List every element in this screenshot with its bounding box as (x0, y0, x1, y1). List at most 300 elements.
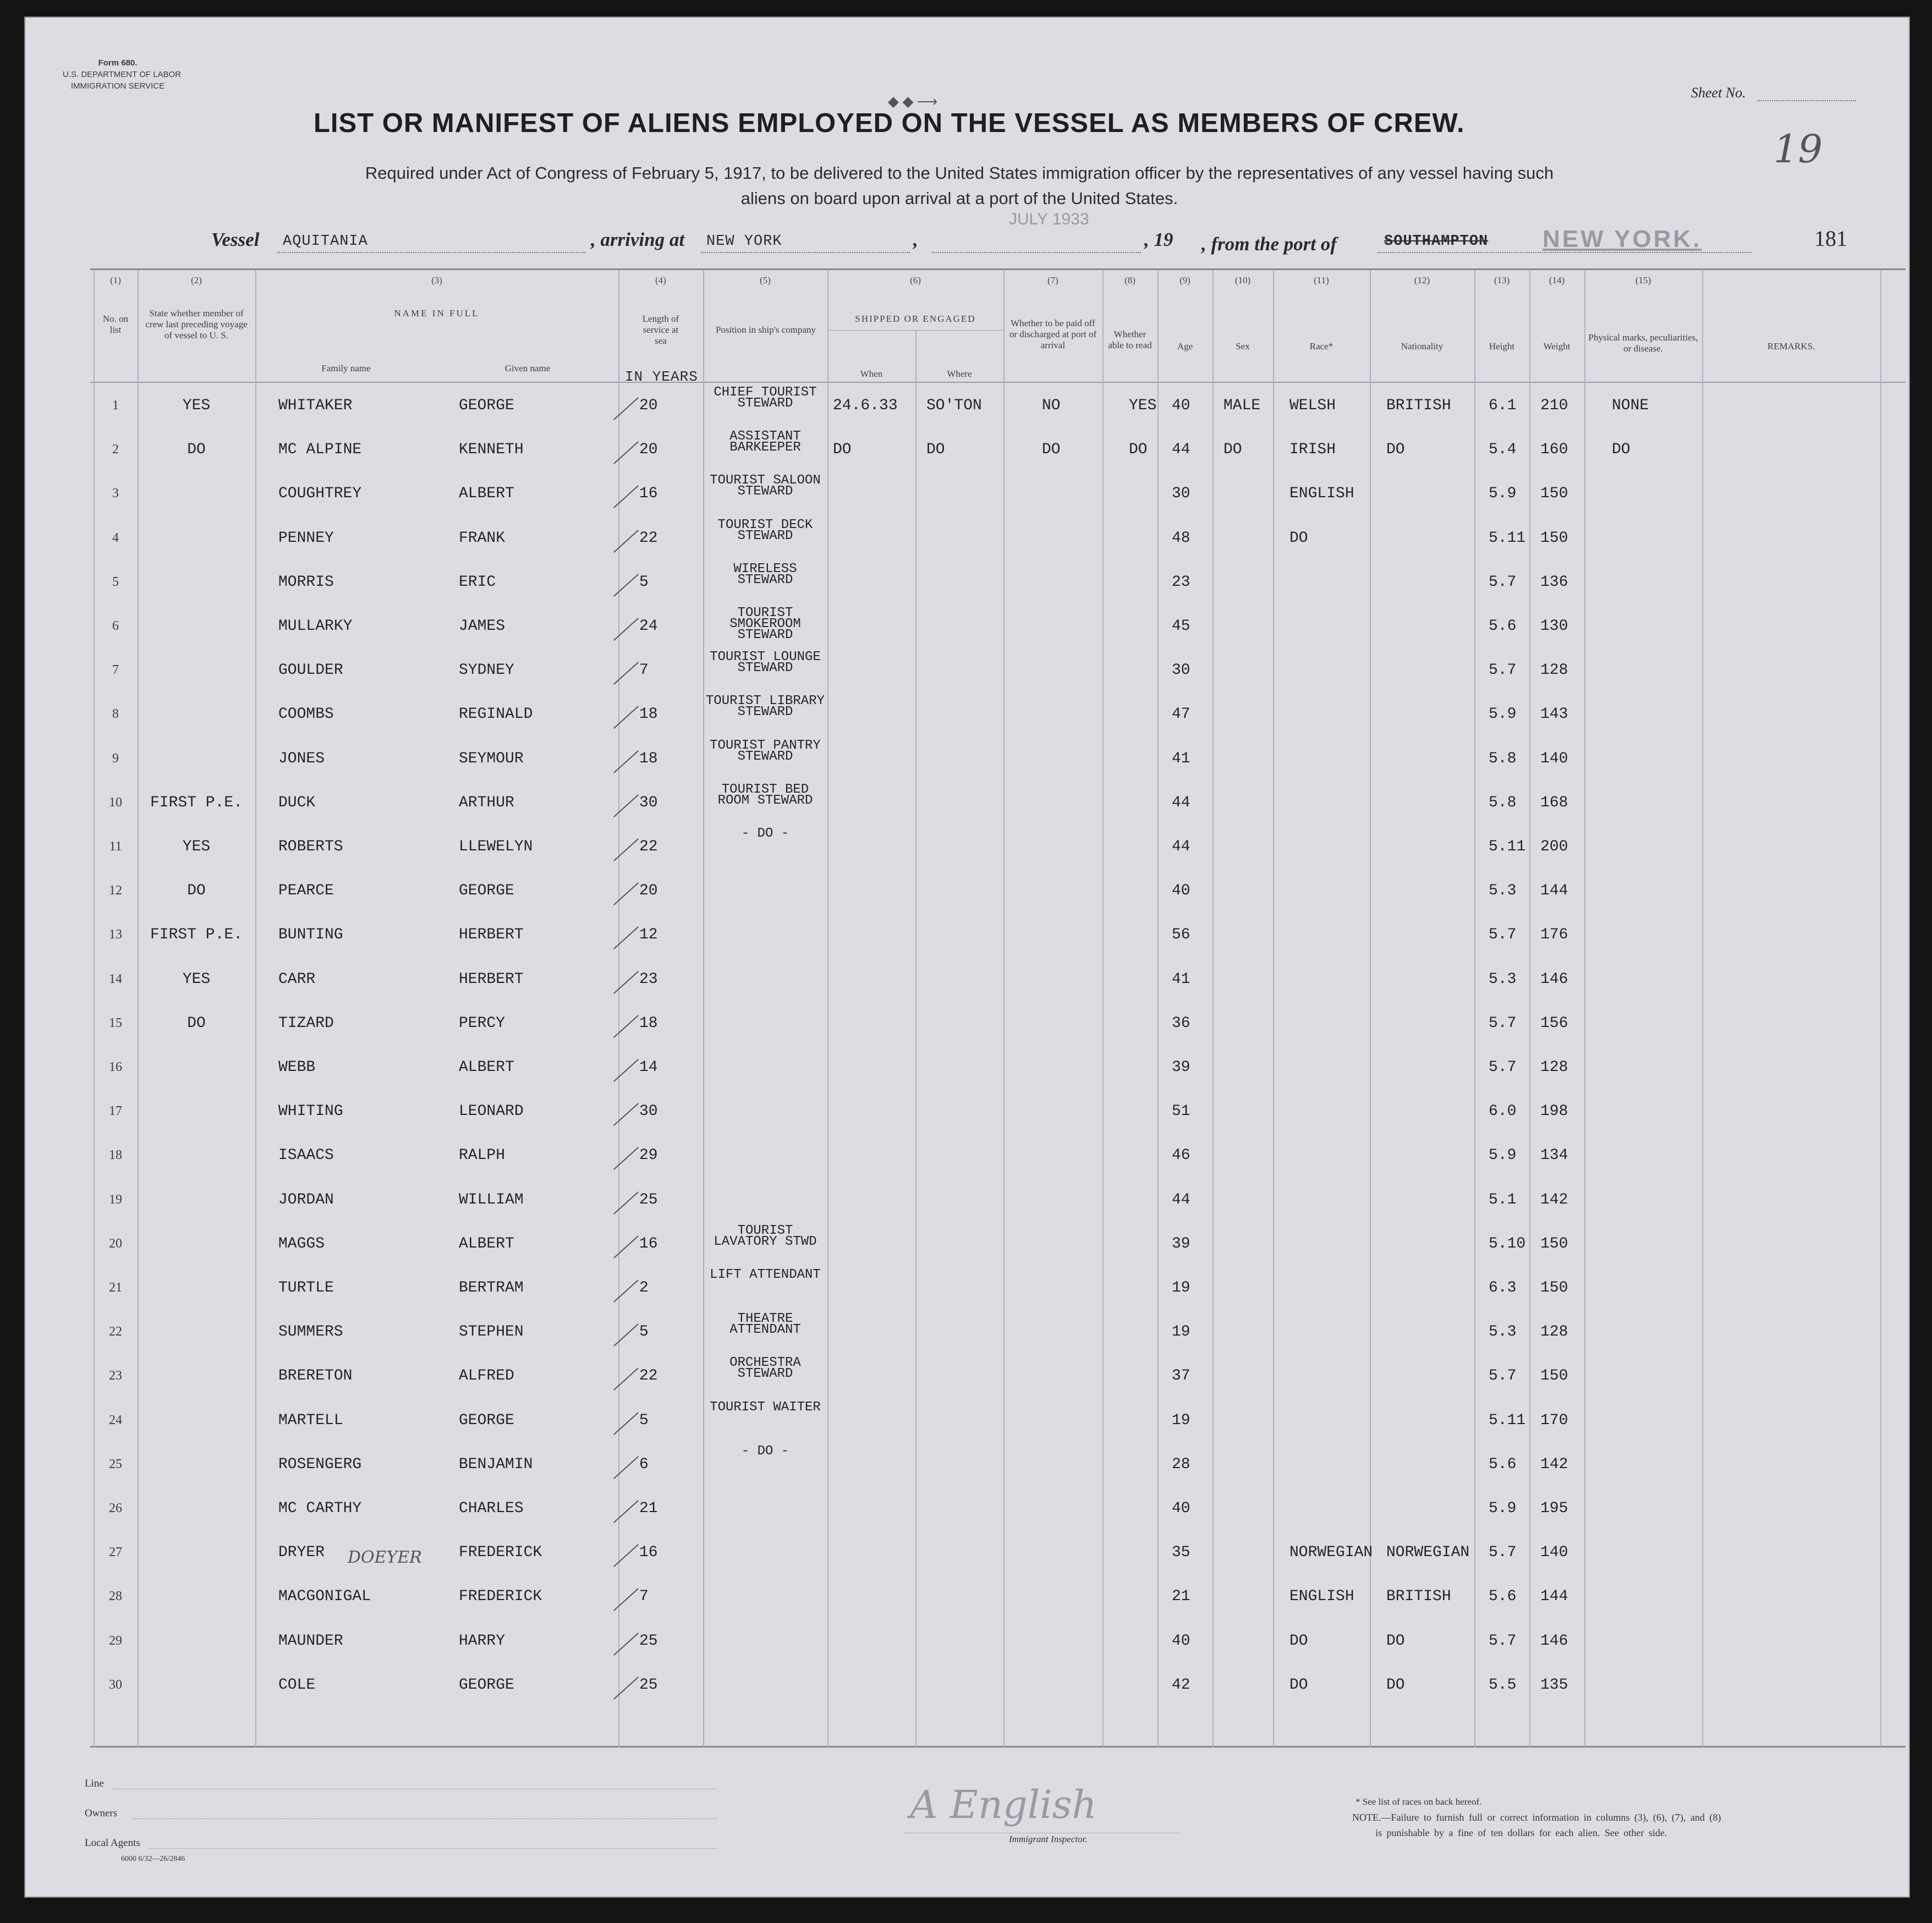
cell-weight: 136 (1540, 573, 1568, 591)
footer-owners-label: Owners (85, 1807, 118, 1819)
from-label: , from the port of (1201, 233, 1337, 255)
footer-line-label: Line (85, 1778, 104, 1789)
cell-race: ENGLISH (1289, 1588, 1354, 1606)
cell-age: 41 (1172, 970, 1190, 988)
cell-family-name: MORRIS (278, 573, 334, 591)
cell-row-number: 6 (112, 619, 119, 633)
cell-row-number: 19 (109, 1192, 122, 1207)
cell-weight: 198 (1540, 1103, 1568, 1120)
cell-prev-voyage: YES (182, 838, 211, 855)
sheet-no-label: Sheet No. (1691, 85, 1746, 101)
cell-race: WELSH (1289, 397, 1336, 414)
col-head-race: Race* (1309, 341, 1333, 351)
cell-weight: 200 (1540, 838, 1568, 855)
cell-row-number: 22 (109, 1325, 122, 1339)
cell-height: 5.11 (1489, 1411, 1526, 1429)
cell-age: 39 (1172, 1235, 1190, 1252)
cell-given-name: FREDERICK (459, 1588, 542, 1606)
cell-row-number: 17 (109, 1104, 122, 1119)
cell-position: WIRELESS STEWARD (733, 561, 797, 587)
col-head-no: No. on list (102, 314, 129, 335)
cell-service-years: 18 (639, 706, 658, 723)
cell-weight: 130 (1540, 618, 1568, 635)
col-head-nationality: Nationality (1401, 341, 1443, 351)
col-num-4: (4) (655, 275, 666, 285)
cell-row-number: 12 (109, 883, 122, 898)
cell-height: 5.7 (1489, 926, 1517, 944)
cell-given-name: ALBERT (459, 1235, 514, 1252)
cell-weight: 146 (1540, 1632, 1568, 1650)
col-rule (1157, 270, 1159, 1747)
cell-given-name: SEYMOUR (459, 750, 524, 767)
cell-row-number: 27 (109, 1545, 122, 1560)
port-stamp: NEW YORK. (1543, 226, 1702, 252)
cell-age: 30 (1172, 662, 1190, 679)
check-mark (613, 1323, 639, 1347)
cell-height: 6.0 (1489, 1103, 1517, 1120)
cell-race: IRISH (1289, 441, 1336, 459)
col-head-sex: Sex (1236, 341, 1250, 351)
cell-position: TOURIST PANTRY STEWARD (710, 738, 821, 764)
note-line-2: is punishable by a fine of ten dollars for each alien. See other side. (1375, 1827, 1667, 1838)
cell-given-name: FRANK (459, 529, 506, 547)
cell-service-years: 21 (639, 1500, 658, 1517)
cell-shipped-where: SO'TON (926, 397, 982, 414)
check-mark (613, 574, 639, 597)
cell-service-years: 5 (639, 573, 649, 591)
cell-given-name: BERTRAM (459, 1279, 524, 1296)
cell-prev-voyage: FIRST P.E. (150, 794, 243, 811)
cell-given-name: ALBERT (459, 485, 514, 503)
check-mark (613, 618, 639, 641)
check-mark (613, 1456, 639, 1479)
cell-weight: 140 (1540, 750, 1568, 767)
cell-given-name: HERBERT (459, 970, 524, 988)
cell-row-number: 21 (109, 1281, 122, 1295)
cell-prev-voyage: YES (182, 970, 211, 988)
arriving-line (701, 252, 910, 253)
cell-position: - DO - (741, 1443, 789, 1459)
col-num-10: (10) (1234, 275, 1251, 285)
cell-position: TOURIST SALOON STEWARD (710, 473, 821, 499)
cell-service-years: 16 (639, 485, 658, 503)
cell-weight: 128 (1540, 1059, 1568, 1076)
cell-weight: 176 (1540, 926, 1568, 944)
cell-age: 44 (1172, 838, 1190, 855)
cell-height: 5.11 (1489, 529, 1526, 547)
cell-age: 56 (1172, 926, 1190, 944)
col-rule (1212, 270, 1214, 1747)
cell-service-years: 25 (639, 1632, 658, 1650)
cell-height: 5.9 (1489, 1147, 1517, 1164)
cell-age: 40 (1172, 882, 1190, 900)
check-mark (613, 1191, 639, 1215)
cell-family-name: GOULDER (278, 662, 343, 679)
col-rule (1102, 270, 1104, 1747)
cell-age: 40 (1172, 397, 1190, 414)
cell-height: 5.3 (1489, 882, 1517, 900)
check-mark (613, 530, 639, 553)
cell-row-number: 15 (109, 1015, 122, 1030)
cell-family-name: WHITAKER (278, 397, 353, 414)
cell-height: 5.4 (1489, 441, 1517, 459)
check-mark (613, 1500, 639, 1523)
cell-age: 19 (1172, 1279, 1190, 1296)
ornament: ◆ ◆ ⟶ (888, 94, 938, 109)
sheet-no-line (1757, 100, 1856, 101)
col-rule (1529, 270, 1530, 1747)
shipped-sub-rule (827, 330, 1003, 331)
cell-row-number: 28 (109, 1589, 122, 1604)
cell-height: 6.3 (1489, 1279, 1517, 1296)
col-head-prev-voyage: State whether member of crew last preceding voyage of vessel to U. S. (145, 308, 248, 340)
cell-sex: DO (1223, 441, 1242, 459)
cell-physical-marks: DO (1612, 441, 1631, 459)
cell-family-name: JORDAN (278, 1191, 334, 1208)
cell-service-years: 7 (639, 662, 649, 679)
cell-nationality: BRITISH (1386, 1588, 1451, 1606)
sheet-no-value: 19 (1774, 127, 1823, 172)
cell-given-name: GEORGE (459, 1411, 514, 1429)
cell-row-number: 18 (109, 1148, 122, 1163)
cell-given-name: CHARLES (459, 1500, 524, 1517)
cell-row-number: 29 (109, 1633, 122, 1648)
cell-family-name: COUGHTREY (278, 485, 362, 503)
footer-owners-rule (132, 1818, 717, 1819)
form-number: Form 680. (98, 58, 138, 68)
arriving-label: , arriving at (591, 229, 685, 250)
cell-service-years: 16 (639, 1235, 658, 1252)
cell-family-name: CARR (278, 970, 316, 988)
cell-height: 5.5 (1489, 1676, 1517, 1694)
arriving-port: NEW YORK (706, 233, 782, 250)
check-mark (613, 1059, 639, 1082)
check-mark (613, 838, 639, 861)
col-num-8: (8) (1124, 275, 1135, 285)
check-mark (613, 1589, 639, 1612)
check-mark (613, 927, 639, 950)
cell-nationality: DO (1386, 1632, 1405, 1650)
cell-position: TOURIST LIBRARY STEWARD (705, 694, 825, 720)
cell-height: 5.10 (1489, 1235, 1526, 1252)
cell-height: 5.7 (1489, 1059, 1517, 1076)
cell-given-name: GEORGE (459, 882, 514, 900)
cell-family-name: MC CARTHY (278, 1500, 362, 1517)
page-number: 181 (1814, 226, 1847, 251)
cell-service-years: 25 (639, 1191, 658, 1208)
cell-race: DO (1289, 1676, 1308, 1694)
check-mark (613, 882, 639, 905)
cell-height: 5.6 (1489, 618, 1517, 635)
cell-given-name: BENJAMIN (459, 1455, 533, 1473)
cell-family-name: BUNTING (278, 926, 343, 944)
cell-family-name: COOMBS (278, 706, 334, 723)
cell-age: 44 (1172, 794, 1190, 811)
cell-family-name: SUMMERS (278, 1323, 343, 1341)
col-head-years: IN YEARS (625, 369, 698, 385)
cell-age: 41 (1172, 750, 1190, 767)
col-num-9: (9) (1179, 275, 1190, 285)
cell-service-years: 20 (639, 397, 658, 414)
cell-prev-voyage: YES (182, 397, 211, 414)
col-rule (1584, 270, 1585, 1747)
cell-service-years: 20 (639, 441, 658, 459)
col-rule (1370, 270, 1371, 1747)
department: U.S. DEPARTMENT OF LABOR (63, 70, 182, 79)
cell-family-name: PEARCE (278, 882, 334, 900)
cell-position: CHIEF TOURIST STEWARD (713, 385, 817, 411)
cell-row-number: 7 (112, 663, 119, 678)
cell-age: 47 (1172, 706, 1190, 723)
cell-family-name: ROBERTS (278, 838, 343, 855)
cell-position: LIFT ATTENDANT (710, 1267, 821, 1282)
cell-family-name: DUCK (278, 794, 316, 811)
check-mark (613, 1015, 639, 1038)
note-line-1: NOTE.—Failure to furnish full or correct information in columns (3), (6), (7), and (8) (1352, 1812, 1721, 1823)
cell-position: - DO - (741, 826, 789, 841)
col-num-5: (5) (760, 275, 771, 285)
cell-service-years: 18 (639, 1014, 658, 1032)
cell-service-years: 16 (639, 1544, 658, 1562)
cell-weight: 144 (1540, 882, 1568, 900)
check-mark (613, 1279, 639, 1303)
cell-weight: 156 (1540, 1014, 1568, 1032)
check-mark (613, 662, 639, 685)
col-rule (1474, 270, 1475, 1747)
cell-position: TOURIST LAVATORY STWD (713, 1223, 817, 1249)
check-mark (613, 397, 639, 420)
cell-weight: 146 (1540, 970, 1568, 988)
cell-height: 5.7 (1489, 1632, 1517, 1650)
col-head-name: NAME IN FULL (394, 308, 480, 318)
check-mark (613, 1147, 639, 1171)
cell-row-number: 26 (109, 1501, 122, 1515)
cell-weight: 150 (1540, 1367, 1568, 1385)
col-head-length: Length of service at sea (642, 314, 679, 346)
cell-height: 5.1 (1489, 1191, 1517, 1208)
col-head-paid-off: Whether to be paid off or discharged at port of arrival (1009, 318, 1097, 350)
cell-paid-off: NO (1042, 397, 1061, 414)
cell-row-number: 2 (112, 442, 119, 457)
cell-family-name: WHITING (278, 1103, 343, 1120)
cell-position: ORCHESTRA STEWARD (729, 1355, 801, 1382)
cell-position: ASSISTANT BARKEEPER (729, 429, 801, 455)
cell-service-years: 2 (639, 1279, 649, 1296)
cell-age: 23 (1172, 573, 1190, 591)
cell-row-number: 8 (112, 707, 119, 722)
service: IMMIGRATION SERVICE (70, 81, 165, 91)
cell-nationality: DO (1386, 1676, 1405, 1694)
cell-age: 37 (1172, 1367, 1190, 1385)
cell-given-name: SYDNEY (459, 662, 514, 679)
cell-given-name: LEONARD (459, 1103, 524, 1120)
col-rule (915, 330, 916, 1747)
cell-weight: 150 (1540, 1235, 1568, 1252)
check-mark (613, 971, 639, 994)
cell-row-number: 24 (109, 1413, 122, 1427)
cell-weight: 150 (1540, 485, 1568, 503)
cell-row-number: 25 (109, 1457, 122, 1471)
cell-family-name: MC ALPINE (278, 441, 362, 459)
col-num-2: (2) (191, 275, 202, 285)
cell-age: 45 (1172, 618, 1190, 635)
table-top-rule (90, 268, 1906, 270)
cell-age: 21 (1172, 1588, 1190, 1606)
cell-family-name: MAGGS (278, 1235, 325, 1252)
cell-weight: 128 (1540, 1323, 1568, 1341)
cell-family-name: PENNEY (278, 529, 334, 547)
date-line (932, 252, 1141, 253)
check-mark (613, 1235, 639, 1259)
col-num-14: (14) (1549, 275, 1565, 285)
cell-height: 5.6 (1489, 1588, 1517, 1606)
cell-prev-voyage: DO (187, 882, 206, 900)
page-title: LIST OR MANIFEST OF ALIENS EMPLOYED ON THE VESSEL AS MEMBERS OF CREW. (314, 108, 1465, 138)
cell-family-name: ROSENGERG (278, 1455, 362, 1473)
cell-row-number: 11 (109, 839, 122, 854)
cell-given-name: REGINALD (459, 706, 533, 723)
cell-service-years: 22 (639, 1367, 658, 1385)
check-mark (613, 1677, 639, 1700)
inspector-signature: A English (910, 1782, 1097, 1827)
col-head-where: Where (947, 369, 972, 379)
cell-position: TOURIST WAITER (710, 1399, 821, 1415)
col-num-12: (12) (1414, 275, 1430, 285)
cell-given-name: STEPHEN (459, 1323, 524, 1341)
col-rule (255, 270, 256, 1747)
col-rule (1273, 270, 1274, 1747)
cell-family-name: TIZARD (278, 1014, 334, 1032)
form-header (63, 57, 182, 92)
cell-nationality: BRITISH (1386, 397, 1451, 414)
check-mark (613, 1412, 639, 1435)
cell-family-name: MARTELL (278, 1411, 343, 1429)
cell-height: 6.1 (1489, 397, 1517, 414)
cell-shipped-when: DO (833, 441, 852, 459)
col-head-family: Family name (321, 363, 371, 373)
cell-row-number: 13 (109, 927, 122, 942)
year-label: , 19 (1144, 229, 1173, 250)
col-head-when: When (860, 369, 883, 379)
cell-race: DO (1289, 1632, 1308, 1650)
cell-service-years: 5 (639, 1411, 649, 1429)
cell-able-to-read: YES (1129, 397, 1157, 414)
check-mark (613, 794, 639, 817)
cell-service-years: 20 (639, 882, 658, 900)
col-head-physical-marks: Physical marks, peculiarities, or disease. (1588, 332, 1698, 354)
col-rule (138, 270, 139, 1747)
cell-row-number: 3 (112, 486, 119, 501)
cell-weight: 160 (1540, 441, 1568, 459)
col-head-height: Height (1489, 341, 1515, 351)
cell-service-years: 23 (639, 970, 658, 988)
col-rule (827, 270, 828, 1747)
vessel-name: AQUITANIA (283, 233, 368, 250)
cell-service-years: 22 (639, 838, 658, 855)
cell-race: DO (1289, 529, 1308, 547)
note-star: * See list of races on back hereof. (1355, 1796, 1482, 1807)
from-port: SOUTHAMPTON (1384, 233, 1489, 250)
col-head-shipped: SHIPPED OR ENGAGED (855, 314, 976, 324)
col-num-7: (7) (1047, 275, 1058, 285)
check-mark (613, 1544, 639, 1567)
cell-given-name: FREDERICK (459, 1544, 542, 1562)
cell-given-name: PERCY (459, 1014, 506, 1032)
cell-row-number: 9 (112, 751, 119, 766)
cell-age: 44 (1172, 1191, 1190, 1208)
cell-row-number: 20 (109, 1236, 122, 1251)
cell-row-number: 10 (109, 795, 122, 810)
cell-given-name: ARTHUR (459, 794, 514, 811)
cell-position: THEATRE ATTENDANT (729, 1311, 801, 1338)
col-head-weight: Weight (1543, 341, 1571, 351)
cell-row-number: 30 (109, 1677, 122, 1692)
cell-height: 5.7 (1489, 1367, 1517, 1385)
footer-agents-label: Local Agents (85, 1837, 140, 1849)
cell-service-years: 30 (639, 1103, 658, 1120)
cell-service-years: 12 (639, 926, 658, 944)
cell-service-years: 24 (639, 618, 658, 635)
cell-age: 35 (1172, 1544, 1190, 1562)
cell-weight: 150 (1540, 529, 1568, 547)
cell-service-years: 29 (639, 1147, 658, 1164)
manifest-sheet (24, 17, 1910, 1898)
check-mark (613, 750, 639, 773)
col-rule (618, 270, 619, 1747)
cell-age: 36 (1172, 1014, 1190, 1032)
col-num-6: (6) (910, 275, 921, 285)
col-head-remarks: REMARKS. (1767, 341, 1815, 351)
cell-family-name: TURTLE (278, 1279, 334, 1296)
cell-race: NORWEGIAN (1289, 1544, 1373, 1562)
cell-height: 5.8 (1489, 750, 1517, 767)
cell-service-years: 14 (639, 1059, 658, 1076)
cell-nationality: NORWEGIAN (1386, 1544, 1470, 1562)
cell-physical-marks: NONE (1612, 397, 1649, 414)
cell-row-number: 5 (112, 574, 119, 589)
cell-given-name: ERIC (459, 573, 496, 591)
cell-prev-voyage: DO (187, 441, 206, 459)
cell-age: 44 (1172, 441, 1190, 459)
cell-given-name: WILLIAM (459, 1191, 524, 1208)
cell-age: 40 (1172, 1500, 1190, 1517)
cell-weight: 142 (1540, 1191, 1568, 1208)
cell-weight: 170 (1540, 1411, 1568, 1429)
col-num-1: (1) (110, 275, 121, 285)
cell-family-name: BRERETON (278, 1367, 353, 1385)
cell-family-name: WEBB (278, 1059, 316, 1076)
cell-height: 5.8 (1489, 794, 1517, 811)
cell-weight: 128 (1540, 662, 1568, 679)
cell-age: 28 (1172, 1455, 1190, 1473)
subtitle (200, 161, 1719, 211)
check-mark (613, 486, 639, 509)
col-num-3: (3) (431, 275, 442, 285)
cell-height: 5.9 (1489, 1500, 1517, 1517)
cell-weight: 150 (1540, 1279, 1568, 1296)
cell-row-number: 14 (109, 971, 122, 986)
cell-row-number: 4 (112, 530, 119, 545)
cell-given-name: ALFRED (459, 1367, 514, 1385)
col-head-age: Age (1177, 341, 1193, 351)
comma: , (913, 229, 918, 250)
check-mark (613, 441, 639, 464)
check-mark (613, 1368, 639, 1391)
cell-given-name: ALBERT (459, 1059, 514, 1076)
cell-weight: 168 (1540, 794, 1568, 811)
cell-weight: 135 (1540, 1676, 1568, 1694)
cell-row-number: 16 (109, 1060, 122, 1074)
